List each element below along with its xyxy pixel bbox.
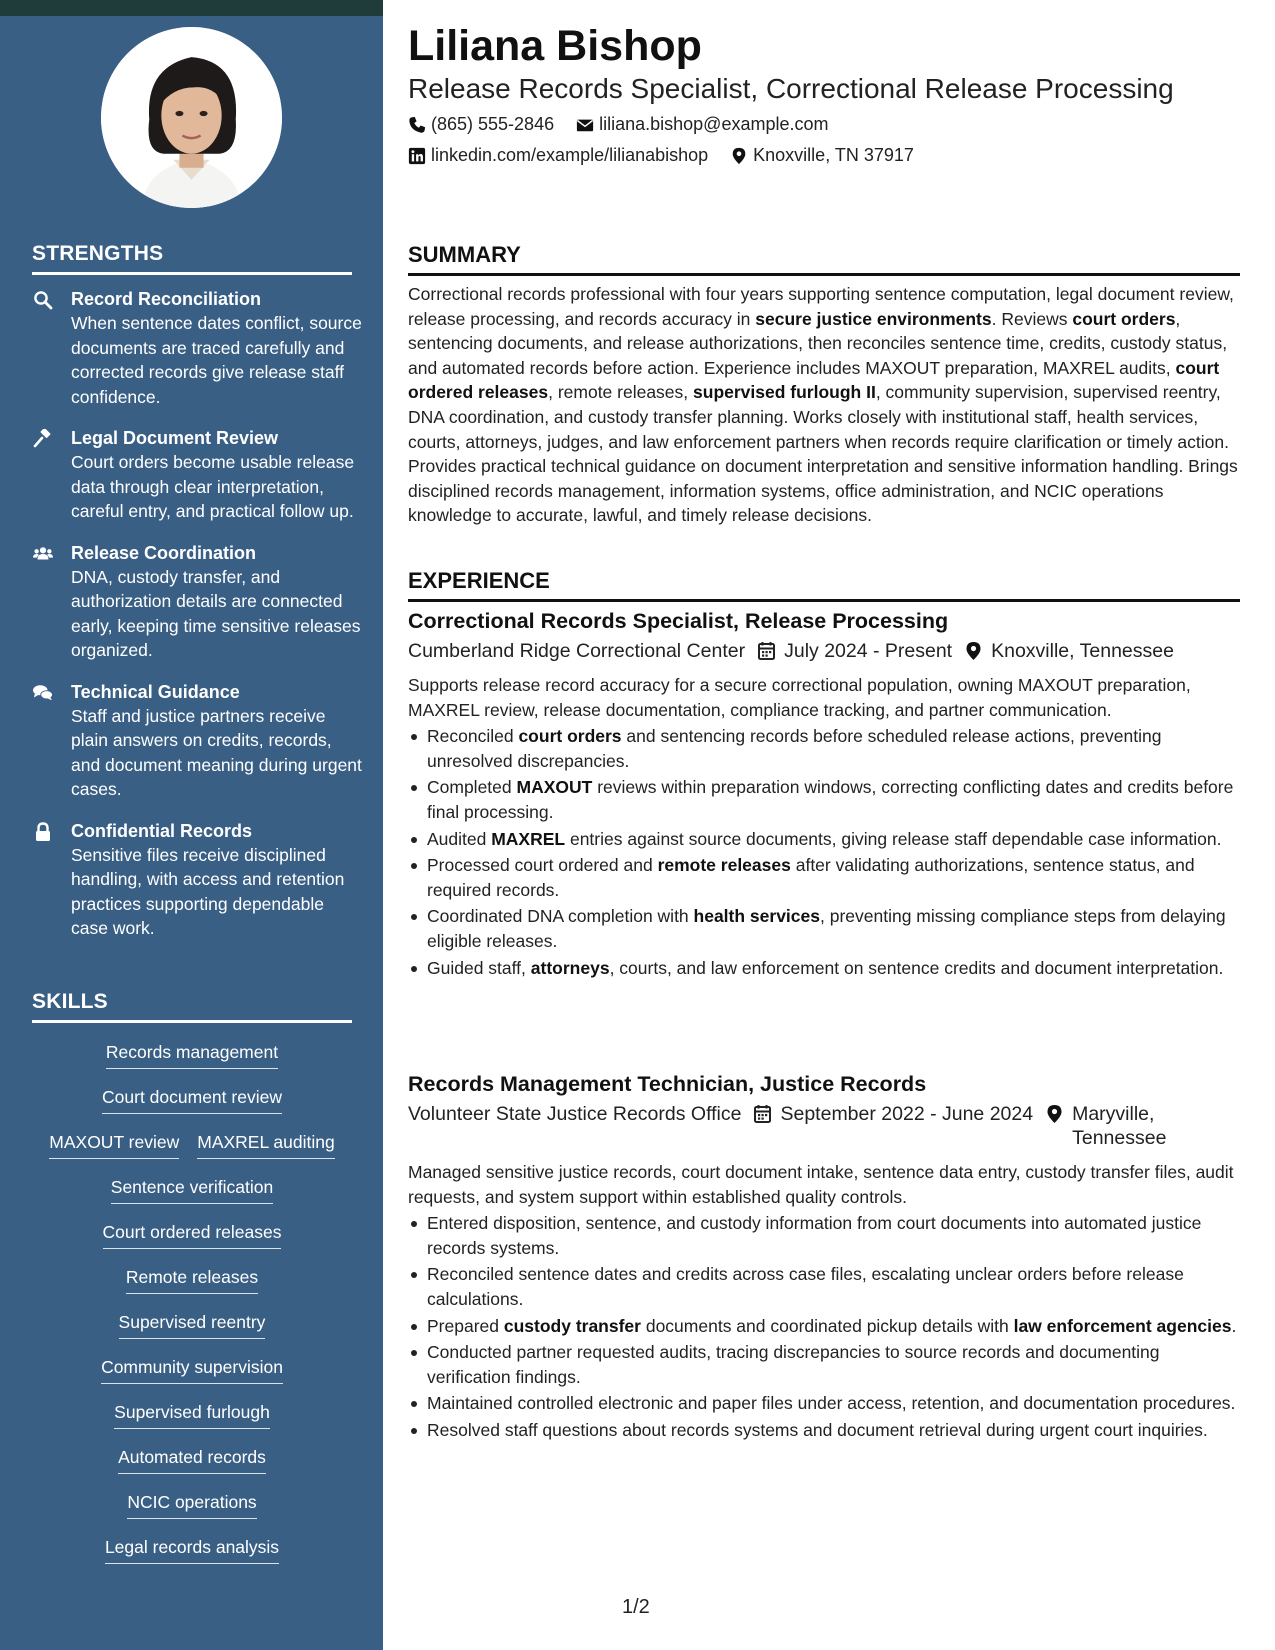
job-bullet-list — [408, 1211, 1240, 1442]
sidebar — [0, 0, 383, 1650]
page-number: 1/2 — [622, 1596, 650, 1618]
strength-item — [32, 426, 362, 524]
strength-description: DNA, custody transfer, and authorization details are connected early, keeping time sensitive releases organized. — [71, 566, 361, 660]
job-bullet — [408, 1391, 1240, 1416]
strength-description: Sensitive files receive disciplined handling, with access and retention practices supporting dependable case work. — [71, 844, 345, 938]
company-name: Volunteer State Justice Records Office — [408, 1103, 742, 1125]
contact-row — [408, 114, 828, 135]
job-bullet — [408, 827, 1240, 852]
skill-tag: Records management — [106, 1040, 278, 1069]
job-meta — [408, 1102, 1240, 1150]
bullet-bold-text: court orders — [518, 726, 622, 747]
job-location: Maryville, Tennessee — [1072, 1103, 1167, 1149]
users-icon — [33, 544, 53, 564]
skill-tag: Sentence verification — [111, 1175, 273, 1204]
strengths-list — [32, 287, 362, 958]
bullet-text: , courts, and law enforcement on sentence credits and document interpretation. — [609, 957, 1224, 978]
skill-tag: Community supervision — [101, 1355, 283, 1384]
strength-title: Record Reconciliation — [71, 289, 262, 309]
skill-tag: Supervised reentry — [119, 1310, 266, 1339]
strength-item — [32, 680, 362, 802]
job-bullet — [408, 1211, 1240, 1260]
skill-tag: Legal records analysis — [105, 1535, 279, 1564]
job-entry — [408, 607, 1240, 982]
strength-description: Court orders become usable release data through clear interpretation, careful entry, and practical follow up. — [71, 452, 355, 521]
bullet-text: Entered disposition, sentence, and custody information from court documents into automated justice records systems. — [427, 1213, 1202, 1258]
skill-tag: Court ordered releases — [103, 1220, 282, 1249]
bullet-text: . — [1231, 1315, 1237, 1336]
job-bullet — [408, 853, 1240, 902]
phone-number: (865) 555-2846 — [431, 114, 555, 134]
job-description: Managed sensitive justice records, court document intake, sentence data entry, custody transfer files, audit requests, and system support within established quality controls. — [408, 1162, 1234, 1207]
bullet-bold-text: law enforcement agencies — [1013, 1315, 1232, 1336]
bullet-bold-text: custody transfer — [503, 1315, 641, 1336]
summary-text: , community supervision, supervised reentry, DNA coordination, and custody transfer planning. Works closely with institutional staff, health services, courts, attorneys, judges, and law enforcement partners when records require clarification or timely action. Provides practical technical guidance on document interpretation and sensitive information handling. Brings disciplined records management, information systems, office administration, and NCIC operations knowledge to accurate, lawful, and timely release decisions. — [408, 382, 1238, 526]
job-bullet — [408, 956, 1240, 981]
gavel-icon — [33, 429, 53, 449]
summary-bold-text: supervised furlough II — [693, 382, 876, 403]
bullet-text: Completed — [427, 777, 517, 798]
calendar-icon — [757, 641, 776, 661]
map-pin-icon — [964, 641, 983, 661]
search-icon — [33, 290, 53, 310]
summary-text: , remote releases, — [548, 382, 694, 403]
bullet-text: entries against source documents, giving release staff dependable case information. — [565, 828, 1222, 849]
job-bullet — [408, 1262, 1240, 1311]
bullet-text: Coordinated DNA completion with — [427, 906, 694, 927]
bullet-text: Maintained controlled electronic and paper files under access, retention, and documentation procedures. — [427, 1393, 1236, 1414]
experience-heading: EXPERIENCE — [408, 568, 1240, 602]
profile-photo — [101, 27, 282, 208]
summary-bold-text: court ordered releases — [408, 357, 1220, 403]
bullet-text: Processed court ordered and — [427, 855, 658, 876]
bullet-text: documents and coordinated pickup details with — [640, 1315, 1014, 1336]
bullet-text: Reconciled — [427, 726, 519, 747]
map-pin-icon — [730, 147, 748, 165]
strength-title: Confidential Records — [71, 820, 253, 841]
skills-list — [32, 1040, 352, 1580]
job-bullet — [408, 1314, 1240, 1339]
summary-text: . Reviews — [991, 308, 1073, 329]
envelope-icon — [576, 116, 594, 134]
job-bullet — [408, 775, 1240, 824]
job-meta — [408, 639, 1240, 663]
phone-contact[interactable] — [408, 114, 554, 135]
skill-tag: Remote releases — [126, 1265, 258, 1294]
sidebar-top-bar — [0, 0, 383, 16]
location-contact — [730, 145, 914, 166]
linkedin-contact[interactable] — [408, 145, 708, 166]
strength-title: Release Coordination — [71, 542, 257, 563]
strength-description: When sentence dates conflict, source documents are traced carefully and corrected records give release staff confidence. — [71, 313, 362, 407]
email-address: liliana.bishop@example.com — [599, 114, 829, 134]
map-pin-icon — [1045, 1104, 1064, 1124]
company-name: Cumberland Ridge Correctional Center — [408, 640, 746, 662]
job-location: Knoxville, Tennessee — [991, 640, 1174, 662]
bullet-bold-text: MAXREL — [491, 828, 566, 849]
bullet-text: reviews within preparation windows, correcting conflicting dates and credits before final processing. — [427, 777, 1234, 822]
phone-icon — [408, 116, 426, 134]
linkedin-icon — [408, 147, 426, 165]
bullet-bold-text: remote releases — [657, 855, 791, 876]
summary-bold-text: secure justice environments — [755, 308, 992, 329]
job-description: Supports release record accuracy for a secure correctional population, owning MAXOUT preparation, MAXREL review, release documentation, compliance tracking, and partner communication. — [408, 675, 1191, 720]
skill-tag: MAXREL auditing — [197, 1130, 334, 1159]
linkedin-url: linkedin.com/example/lilianabishop — [431, 145, 709, 165]
contact-row — [408, 145, 914, 166]
job-title: Correctional Records Specialist, Release Processing — [408, 609, 949, 633]
lock-icon — [33, 822, 53, 842]
calendar-icon — [753, 1104, 772, 1124]
bullet-bold-text: attorneys — [530, 957, 610, 978]
candidate-headline: Release Records Specialist, Correctional Release Processing — [408, 73, 1174, 104]
skills-heading: SKILLS — [32, 990, 352, 1023]
portrait-image — [101, 27, 282, 208]
comments-icon — [33, 683, 53, 703]
bullet-text: and sentencing records before scheduled release actions, preventing unresolved discrepancies. — [427, 726, 1162, 771]
bullet-text: Audited — [427, 828, 492, 849]
job-bullet-list — [408, 724, 1240, 980]
skill-tag: NCIC operations — [127, 1490, 256, 1519]
bullet-text: Reconciled sentence dates and credits across case files, escalating unclear orders before release calculations. — [427, 1264, 1184, 1309]
strength-item — [32, 541, 362, 663]
bullet-text: after validating authorizations, sentence status, and required records. — [427, 855, 1195, 900]
bullet-text: , preventing missing compliance steps from delaying eligible releases. — [427, 906, 1226, 951]
location-text: Knoxville, TN 37917 — [753, 145, 914, 165]
bullet-bold-text: health services — [693, 906, 820, 927]
strength-title: Legal Document Review — [71, 428, 279, 448]
job-entry — [408, 1070, 1240, 1445]
bullet-text: Guided staff, — [427, 957, 531, 978]
summary-text: , sentencing documents, and release authorizations, then reconciles sentence time, credits, custody status, and automated records before action. Experience includes MAXOUT preparation, MAXREL audits, — [408, 308, 1228, 378]
bullet-bold-text: MAXOUT — [516, 777, 593, 798]
bullet-text: Resolved staff questions about records systems and document retrieval during urgent court inquiries. — [427, 1419, 1208, 1440]
strengths-heading: STRENGTHS — [32, 242, 352, 275]
strength-description: Staff and justice partners receive plain answers on credits, records, and document meaning during urgent cases. — [71, 705, 362, 799]
bullet-text: Conducted partner requested audits, tracing discrepancies to source records and documenting verification findings. — [427, 1342, 1160, 1387]
skill-tag: Court document review — [102, 1085, 282, 1114]
strength-item — [32, 819, 362, 941]
job-dates: September 2022 - June 2024 — [780, 1103, 1034, 1125]
strength-item — [32, 287, 362, 409]
job-bullet — [408, 904, 1240, 953]
skill-tag: Supervised furlough — [114, 1400, 270, 1429]
job-dates: July 2024 - Present — [784, 640, 953, 662]
summary-text — [408, 282, 1240, 528]
job-title: Records Management Technician, Justice Records — [408, 1072, 927, 1096]
strength-title: Technical Guidance — [71, 681, 240, 702]
skill-tag: MAXOUT review — [49, 1130, 179, 1159]
bullet-text: Prepared — [427, 1315, 504, 1336]
summary-heading: SUMMARY — [408, 242, 1240, 276]
email-contact[interactable] — [576, 114, 828, 135]
summary-bold-text: court orders — [1072, 308, 1176, 329]
job-bullet — [408, 1340, 1240, 1389]
skill-tag: Automated records — [118, 1445, 266, 1474]
job-bullet — [408, 724, 1240, 773]
summary-text: Correctional records professional with four years supporting sentence computation, legal document review, release processing, and records accuracy in — [408, 284, 1234, 329]
job-bullet — [408, 1418, 1240, 1443]
candidate-name: Liliana Bishop — [408, 22, 702, 70]
